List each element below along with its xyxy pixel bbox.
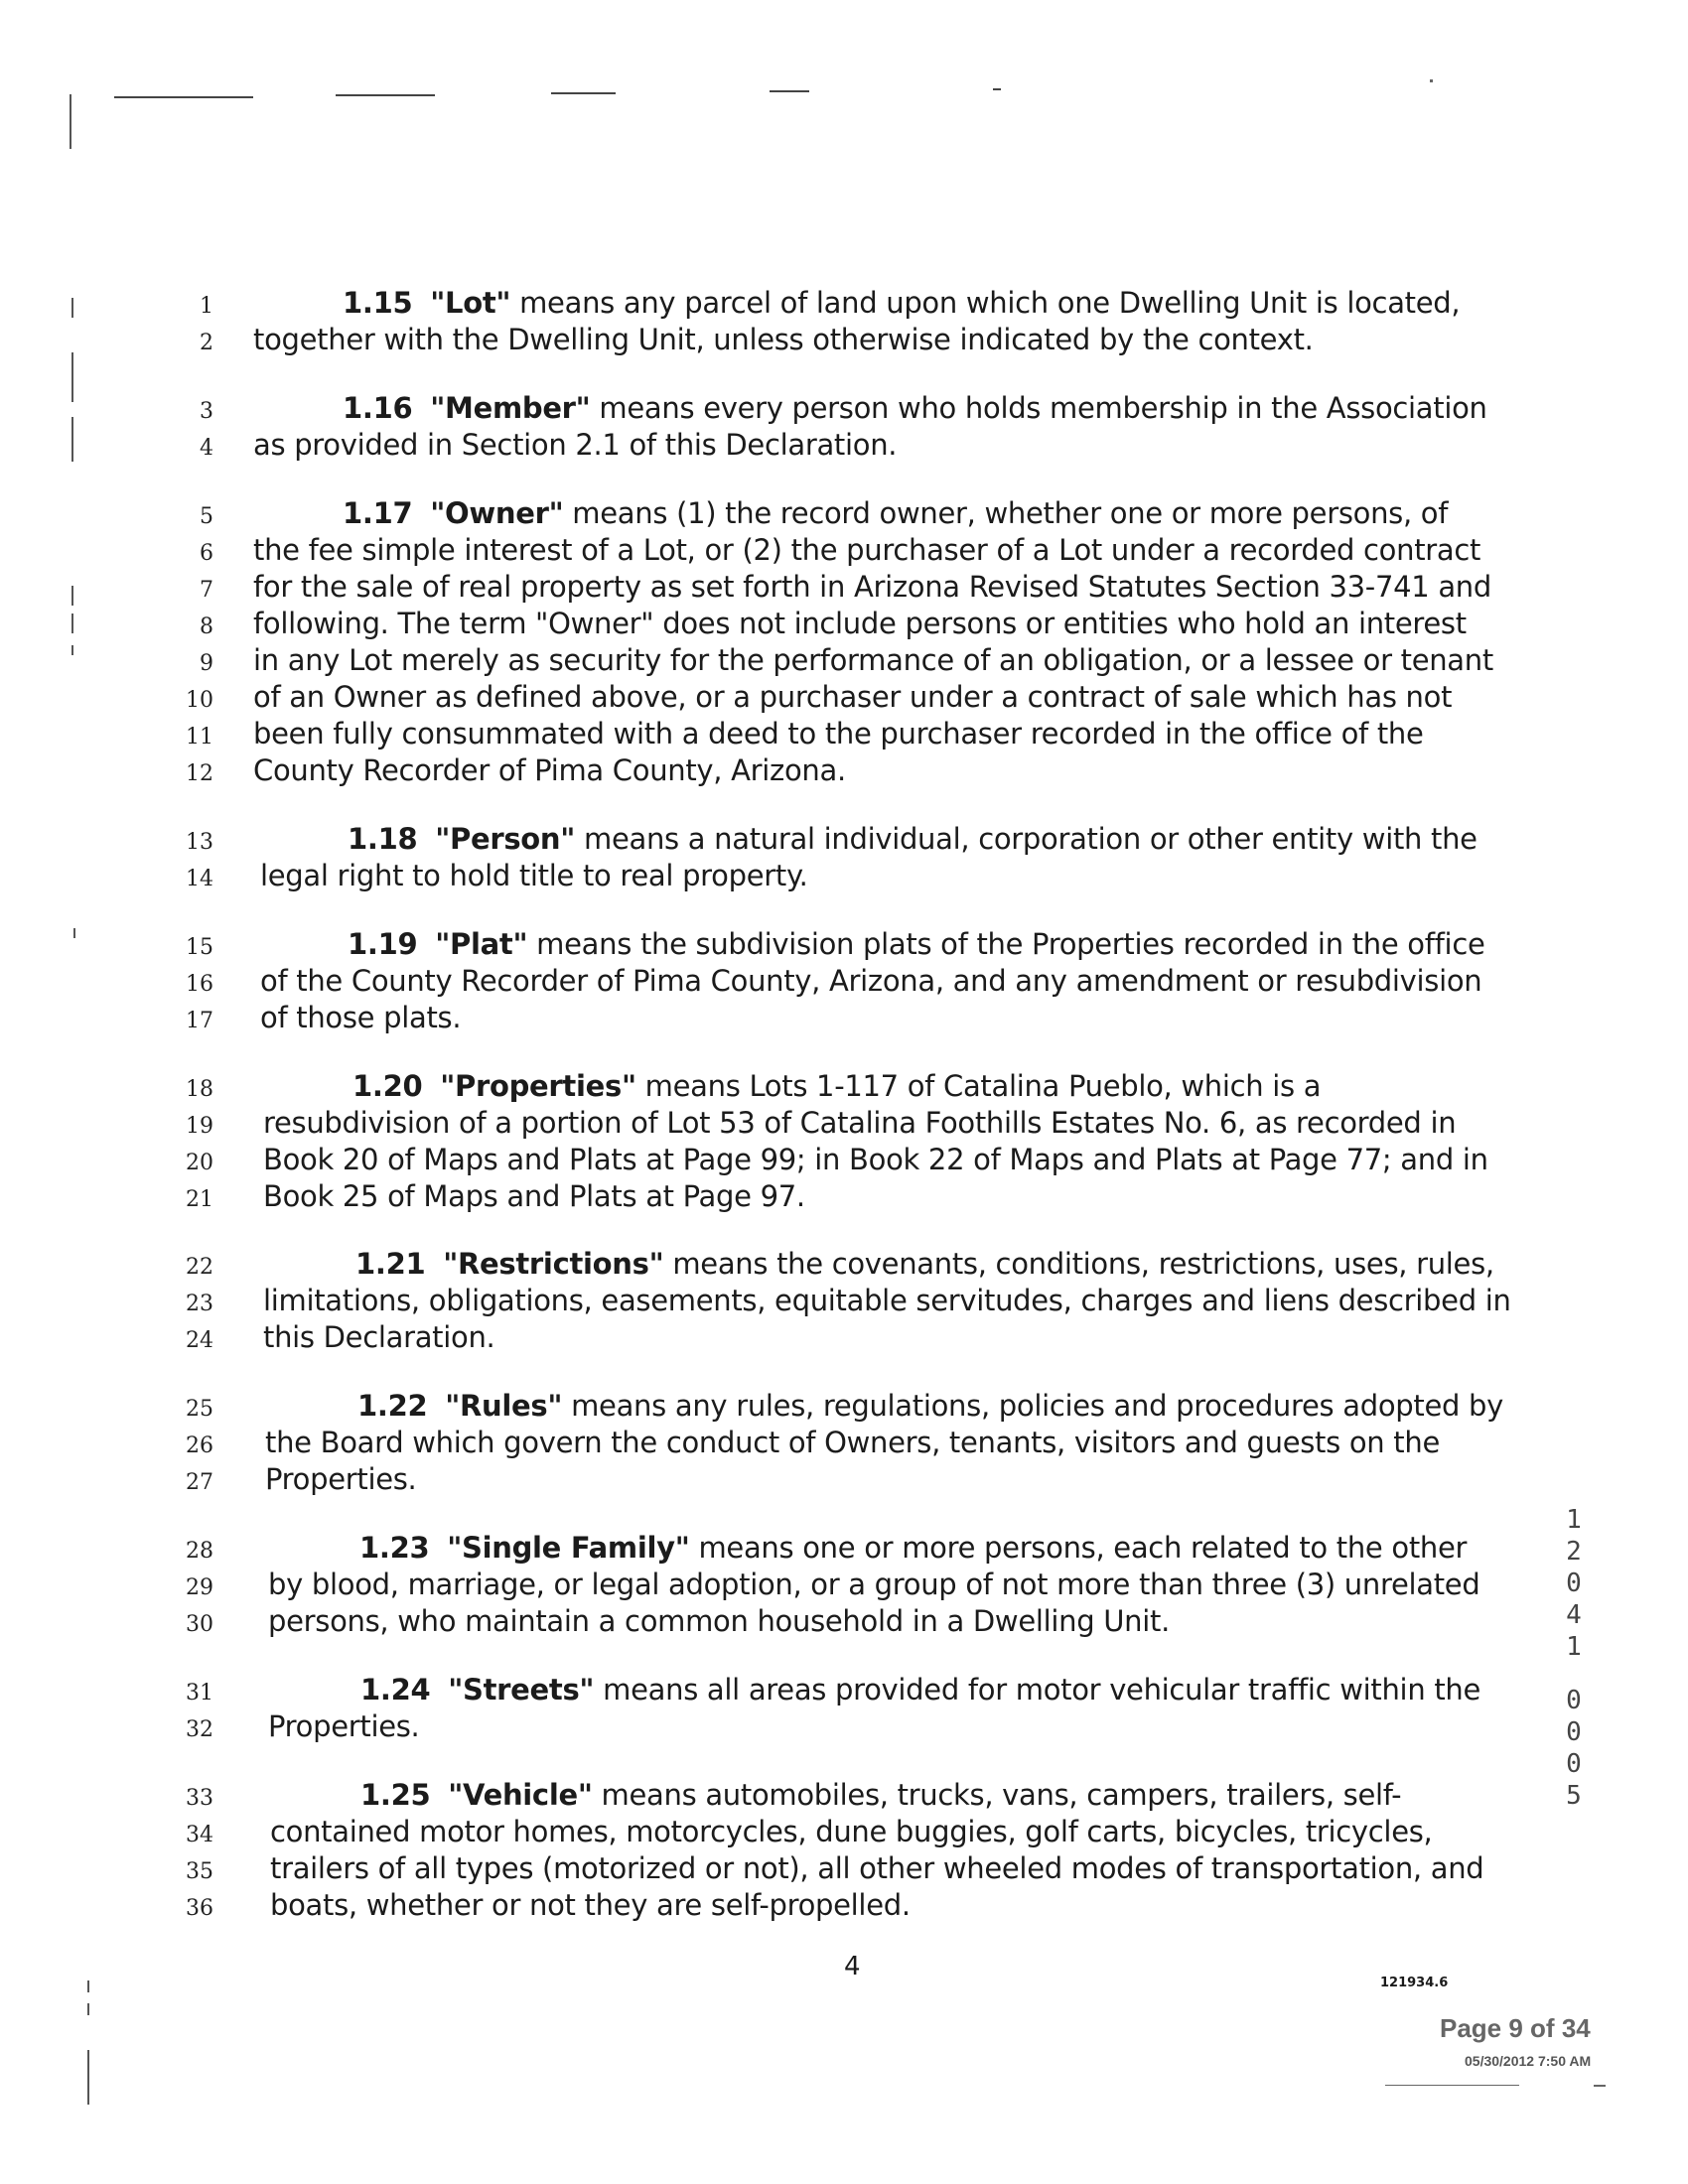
definition-text: means any parcel of land upon which one Dwelling Unit is located,: [510, 286, 1461, 320]
scan-rule: [770, 90, 809, 92]
definition-text: means a natural individual, corporation or other entity with the: [575, 822, 1477, 856]
paragraph-line: legal right to hold title to real property.: [260, 859, 808, 892]
line-number: 23: [186, 1292, 213, 1316]
scan-mark: [70, 94, 71, 149]
section-number: 1.21: [355, 1247, 426, 1281]
paragraph-lead-line: [352, 1069, 1321, 1103]
paragraph-line: the fee simple interest of a Lot, or (2) the purchaser of a Lot under a recorded contract: [253, 533, 1481, 567]
paragraph-line: the Board which govern the conduct of Owners, tenants, visitors and guests on the: [265, 1426, 1440, 1459]
paragraph-line: been fully consummated with a deed to the purchaser recorded in the office of the: [253, 717, 1424, 751]
page-number: 4: [844, 1952, 861, 1981]
scan-mark: [71, 614, 73, 633]
paragraph-line: as provided in Section 2.1 of this Declaration.: [253, 428, 898, 462]
defined-term: "Owner": [430, 496, 564, 530]
paragraph-lead-line: [360, 1778, 1401, 1812]
footer-rule: [1594, 2085, 1606, 2087]
defined-term: "Single Family": [447, 1531, 690, 1565]
line-number: 14: [186, 867, 213, 891]
line-number: 6: [200, 541, 213, 566]
paragraph-line: Book 20 of Maps and Plats at Page 99; in Book 22 of Maps and Plats at Page 77; and in: [263, 1143, 1488, 1176]
document-id: 121934.6: [1380, 1976, 1449, 1990]
scan-rule: [551, 92, 616, 94]
section-number: 1.20: [352, 1069, 423, 1103]
line-number: 33: [186, 1786, 213, 1811]
line-number: 29: [186, 1575, 213, 1600]
line-number: 31: [186, 1681, 213, 1706]
line-number: 8: [200, 614, 213, 639]
paragraph-line: contained motor homes, motorcycles, dune buggies, golf carts, bicycles, tricycles,: [270, 1815, 1433, 1848]
line-number: 4: [200, 436, 213, 461]
paragraph-lead-line: [359, 1531, 1467, 1565]
paragraph-line: County Recorder of Pima County, Arizona.: [253, 753, 846, 787]
line-number: 7: [200, 578, 213, 603]
defined-term: "Person": [435, 822, 576, 856]
definition-text: means (1) the record owner, whether one or more persons, of: [563, 496, 1449, 530]
scan-mark: [71, 298, 73, 318]
scan-rule: [114, 96, 253, 98]
defined-term: "Plat": [435, 927, 528, 961]
paragraph-line: following. The term "Owner" does not include persons or entities who hold an interest: [253, 607, 1467, 640]
defined-term: "Streets": [448, 1673, 595, 1706]
line-number: 28: [186, 1539, 213, 1564]
line-number: 20: [186, 1151, 213, 1175]
definition-text: means every person who holds membership in the Association: [590, 391, 1487, 425]
section-number: 1.25: [360, 1778, 431, 1812]
definition-text: means the covenants, conditions, restrictions, uses, rules,: [663, 1247, 1494, 1281]
defined-term: "Vehicle": [448, 1778, 593, 1812]
paragraph-line: for the sale of real property as set forth in Arizona Revised Statutes Section 33-741 and: [253, 570, 1491, 604]
defined-term: "Lot": [430, 286, 511, 320]
defined-term: "Member": [430, 391, 591, 425]
line-number: 11: [186, 725, 213, 750]
line-number: 21: [186, 1187, 213, 1212]
section-number: 1.19: [348, 927, 418, 961]
page-count-stamp: Page 9 of 34: [1440, 2013, 1591, 2043]
recording-date-stamp: 05/30/2012 7:50 AM: [1465, 2053, 1592, 2069]
definition-text: means any rules, regulations, policies and procedures adopted by: [562, 1389, 1503, 1423]
line-number: 9: [200, 651, 213, 676]
line-number: 35: [186, 1859, 213, 1884]
paragraph-line: resubdivision of a portion of Lot 53 of Catalina Foothills Estates No. 6, as recorded in: [263, 1106, 1457, 1140]
paragraph-lead-line: [348, 927, 1485, 961]
paragraph-lead-line: [343, 286, 1460, 320]
paragraph-line: trailers of all types (motorized or not), all other wheeled modes of transportation, and: [270, 1851, 1484, 1885]
line-number: 12: [186, 761, 213, 786]
definition-text: means the subdivision plats of the Properties recorded in the office: [527, 927, 1485, 961]
scan-mark: [73, 928, 75, 938]
paragraph-line: Book 25 of Maps and Plats at Page 97.: [263, 1179, 805, 1213]
section-number: 1.23: [359, 1531, 430, 1565]
defined-term: "Rules": [445, 1389, 563, 1423]
footer-rule: [1385, 2085, 1519, 2086]
paragraph-line: together with the Dwelling Unit, unless otherwise indicated by the context.: [253, 323, 1314, 356]
paragraph-lead-line: [357, 1389, 1503, 1423]
paragraph-line: by blood, marriage, or legal adoption, or a group of not more than three (3) unrelated: [268, 1568, 1480, 1601]
scan-rule: [336, 94, 435, 96]
line-number: 18: [186, 1077, 213, 1102]
paragraph-line: of an Owner as defined above, or a purchaser under a contract of sale which has not: [253, 680, 1453, 714]
paragraph-line: of those plats.: [260, 1001, 462, 1034]
line-number: 19: [186, 1114, 213, 1139]
line-number: 13: [186, 830, 213, 855]
defined-term: "Properties": [440, 1069, 636, 1103]
paragraph-line: of the County Recorder of Pima County, Arizona, and any amendment or resubdivision: [260, 964, 1482, 998]
paragraph-lead-line: [348, 822, 1477, 856]
paragraph-line: Properties.: [268, 1709, 420, 1743]
paragraph-line: Properties.: [265, 1462, 417, 1496]
scan-mark: [87, 2050, 89, 2105]
line-number: 25: [186, 1397, 213, 1422]
line-number: 10: [186, 688, 213, 713]
recording-number-stamp: 1 2 0 4 1 0 0 0 5: [1566, 1505, 1582, 1811]
paragraph-line: limitations, obligations, easements, equitable servitudes, charges and liens described in: [263, 1284, 1511, 1317]
definition-text: means one or more persons, each related to the other: [689, 1531, 1468, 1565]
line-number: 17: [186, 1009, 213, 1033]
scan-mark: [71, 645, 73, 655]
line-number: 34: [186, 1823, 213, 1847]
line-number: 30: [186, 1612, 213, 1637]
paragraph-lead-line: [355, 1247, 1494, 1281]
line-number: 1: [200, 294, 213, 319]
line-number: 24: [186, 1328, 213, 1353]
line-number: 3: [200, 399, 213, 424]
section-number: 1.15: [343, 286, 413, 320]
line-number: 27: [186, 1470, 213, 1495]
paragraph-line: boats, whether or not they are self-propelled.: [270, 1888, 911, 1922]
definition-text: means all areas provided for motor vehicular traffic within the: [594, 1673, 1481, 1706]
section-number: 1.18: [348, 822, 418, 856]
paragraph-lead-line: [343, 391, 1487, 425]
section-number: 1.24: [360, 1673, 431, 1706]
scan-mark: [71, 352, 73, 402]
line-number: 2: [200, 331, 213, 355]
scan-mark: [87, 2003, 89, 2015]
definition-text: means automobiles, trucks, vans, campers, trailers, self-: [592, 1778, 1402, 1812]
scan-mark: [71, 417, 73, 462]
scan-mark: [71, 586, 73, 606]
line-number: 22: [186, 1255, 213, 1280]
line-number: 5: [200, 504, 213, 529]
definition-text: means Lots 1-117 of Catalina Pueblo, which is a: [635, 1069, 1322, 1103]
paragraph-lead-line: [360, 1673, 1480, 1706]
scan-rule: [993, 88, 1001, 90]
section-number: 1.16: [343, 391, 413, 425]
paragraph-lead-line: [343, 496, 1448, 530]
paragraph-line: in any Lot merely as security for the performance of an obligation, or a lessee or tenant: [253, 643, 1493, 677]
line-number: 32: [186, 1717, 213, 1742]
line-number: 16: [186, 972, 213, 997]
line-number: 36: [186, 1896, 213, 1921]
scan-mark: [87, 1980, 89, 1992]
defined-term: "Restrictions": [443, 1247, 664, 1281]
section-number: 1.17: [343, 496, 413, 530]
section-number: 1.22: [357, 1389, 428, 1423]
line-number: 26: [186, 1433, 213, 1458]
scan-dot: [1430, 79, 1433, 82]
paragraph-line: persons, who maintain a common household in a Dwelling Unit.: [268, 1604, 1171, 1638]
line-number: 15: [186, 935, 213, 960]
paragraph-line: this Declaration.: [263, 1320, 495, 1354]
